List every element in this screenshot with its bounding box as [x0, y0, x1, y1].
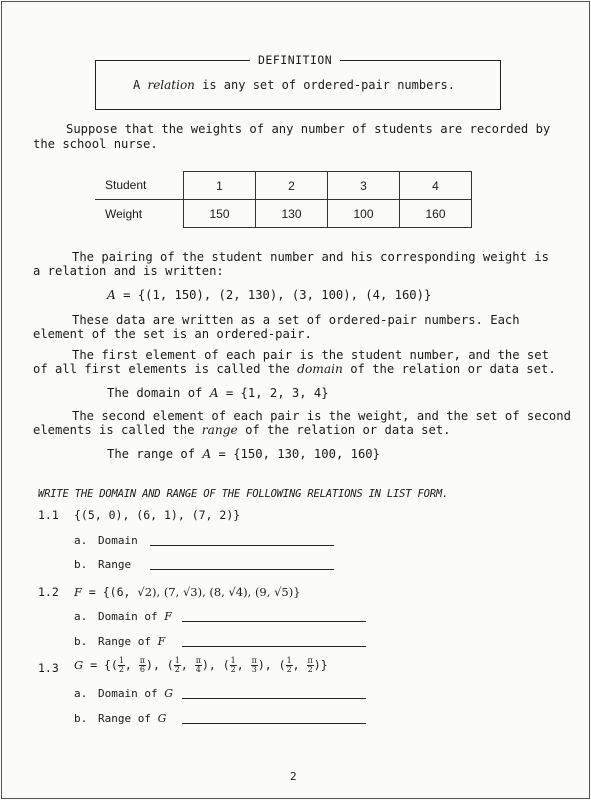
answer-blank-domain[interactable] — [182, 698, 366, 699]
item-text: Domain of G — [98, 687, 174, 700]
problem-number: 1.3 — [38, 661, 59, 675]
second-line-1: The second element of each pair is the weight, and the set of second — [72, 409, 571, 423]
definition-title: DEFINITION — [250, 53, 340, 67]
item-label: b. — [74, 635, 88, 648]
item-label: b. — [74, 712, 88, 725]
intro-line-2: the school nurse. — [33, 137, 158, 151]
student-cell: 3 — [328, 172, 400, 200]
answer-blank-range[interactable] — [182, 723, 366, 724]
item-label: a. — [74, 610, 88, 623]
term-range: range — [201, 423, 238, 437]
problem-expression: {(5, 0), (6, 1), (7, 2)} — [74, 508, 241, 522]
page-number: 2 — [290, 770, 297, 783]
answer-blank-range[interactable] — [182, 646, 366, 647]
item-text: Domain of F — [98, 610, 172, 623]
intro-line-1: Suppose that the weights of any number of students are recorded by — [66, 122, 551, 136]
student-cell: 4 — [400, 172, 472, 200]
table-row — [95, 172, 472, 200]
row-label-student: Student — [105, 178, 147, 193]
answer-blank-range[interactable] — [150, 569, 334, 570]
definition-text: A relation is any set of ordered-pair numbers. — [133, 78, 455, 92]
row-label-weight: Weight — [95, 200, 184, 228]
weight-cell: 160 — [400, 200, 472, 228]
item-label: a. — [74, 534, 88, 547]
item-label: a. — [74, 687, 88, 700]
item-text: Range of F — [98, 635, 166, 648]
problem-expression: F = {(6, √2), (7, √3), (8, √4), (9, √5)} — [74, 585, 301, 599]
set-a-expression: A = {(1, 150), (2, 130), (3, 100), (4, 160)} — [107, 288, 432, 302]
data-line-2: element of the set is an ordered-pair. — [33, 327, 312, 341]
item-label: b. — [74, 558, 88, 571]
fraction: $\frac{1}{2}$ — [286, 656, 292, 674]
fraction: $\frac{\pi}{6}$ — [139, 656, 146, 674]
term-domain: domain — [297, 362, 343, 376]
domain-of-a: The domain of A = {1, 2, 3, 4} — [107, 386, 329, 400]
item-text: Domain — [98, 534, 138, 547]
exercise-instructions: WRITE THE DOMAIN AND RANGE OF THE FOLLOWING RELATIONS IN LIST FORM. — [38, 488, 449, 500]
range-of-a: The range of A = {150, 130, 100, 160} — [107, 447, 380, 461]
weight-cell: 130 — [256, 200, 328, 228]
problem-expression: G = {( $\frac{1}{2}$ , $\frac{\pi}{6}$ ), ( $\frac{1}{2}$ , $\frac{\pi}{4}$ ), ( $\frac{1}{2}$ , $\frac{\pi}{3}$ ), ( $\frac{1}{2}$ , $\frac{\pi}{2}$ )} — [74, 656, 328, 674]
weight-cell: 100 — [328, 200, 400, 228]
term-relation: relation — [147, 78, 195, 92]
item-text: Range of G — [98, 712, 167, 725]
answer-blank-domain[interactable] — [150, 545, 334, 546]
fraction: $\frac{1}{2}$ — [118, 656, 124, 674]
fraction: $\frac{1}{2}$ — [174, 656, 180, 674]
item-text: Range — [98, 558, 132, 571]
fraction: $\frac{\pi}{3}$ — [251, 656, 257, 674]
first-line-2: of all first elements is called the domain of the relation or data set. — [33, 362, 556, 376]
weight-cell: 150 — [184, 200, 256, 228]
second-line-2: elements is called the range of the relation or data set. — [33, 423, 451, 437]
fraction: $\frac{1}{2}$ — [230, 656, 236, 674]
problem-number: 1.1 — [38, 508, 59, 522]
fraction: $\frac{\pi}{4}$ — [195, 656, 201, 674]
problem-number: 1.2 — [38, 585, 59, 599]
student-cell: 1 — [184, 172, 256, 200]
first-line-1: The first element of each pair is the student number, and the set — [72, 348, 549, 362]
pairing-line-2: a relation and is written: — [33, 264, 224, 278]
student-weight-table — [95, 171, 472, 228]
student-cell: 2 — [256, 172, 328, 200]
answer-blank-domain[interactable] — [182, 621, 366, 622]
table-row — [95, 200, 472, 228]
data-line-1: These data are written as a set of ordered-pair numbers. Each — [72, 313, 520, 327]
fraction: $\frac{\pi}{2}$ — [307, 656, 313, 674]
pairing-line-1: The pairing of the student number and his corresponding weight is — [72, 250, 549, 264]
